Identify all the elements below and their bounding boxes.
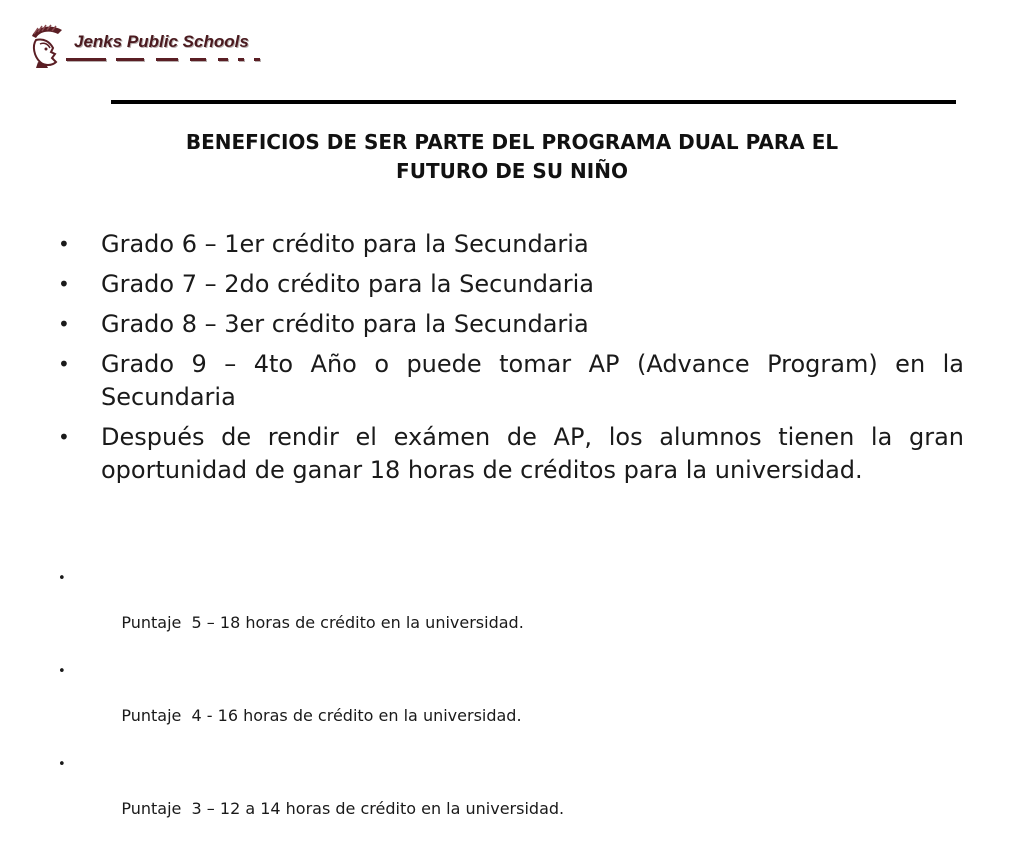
list-item-text: Grado 9 – 4to Año o puede tomar AP (Advance Program) en la Secundaria <box>101 350 964 411</box>
bullet-icon: • <box>58 352 70 376</box>
list-item <box>58 754 964 842</box>
list-item <box>58 228 964 261</box>
list-item <box>58 568 964 656</box>
list-item-text: Puntaje 4 - 16 horas de crédito en la universidad. <box>121 706 522 725</box>
list-item <box>58 308 964 341</box>
list-item-text: Grado 8 – 3er crédito para la Secundaria <box>101 310 589 338</box>
bullet-icon: • <box>58 571 66 586</box>
bullet-icon: • <box>58 232 70 256</box>
main-bullet-list <box>58 228 964 494</box>
title-line-1: BENEFICIOS DE SER PARTE DEL PROGRAMA DUAL PARA EL <box>185 130 839 154</box>
list-item <box>58 661 964 749</box>
list-item-text: Grado 7 – 2do crédito para la Secundaria <box>101 270 594 298</box>
trojan-helmet-icon <box>22 22 72 72</box>
list-item <box>58 268 964 301</box>
logo <box>22 22 282 74</box>
score-bullet-list <box>58 568 964 847</box>
list-item-text: Grado 6 – 1er crédito para la Secundaria <box>101 230 589 258</box>
bullet-icon: • <box>58 757 66 772</box>
title-divider <box>111 100 956 104</box>
list-item-text: Después de rendir el exámen de AP, los alumnos tienen la gran oportunidad de ganar 18 horas de créditos para la universidad. <box>101 423 964 484</box>
bullet-icon: • <box>58 312 70 336</box>
bullet-icon: • <box>58 425 70 449</box>
bullet-icon: • <box>58 272 70 296</box>
list-item <box>58 348 964 414</box>
logo-dashes <box>66 58 306 64</box>
title-line-2: FUTURO DE SU NIÑO <box>396 159 628 183</box>
bullet-icon: • <box>58 664 66 679</box>
logo-text: Jenks Public Schools <box>74 32 249 51</box>
list-item-text: Puntaje 3 – 12 a 14 horas de crédito en la universidad. <box>121 799 565 818</box>
list-item <box>58 421 964 487</box>
list-item-text: Puntaje 5 – 18 horas de crédito en la universidad. <box>121 613 524 632</box>
page-title <box>80 128 944 186</box>
